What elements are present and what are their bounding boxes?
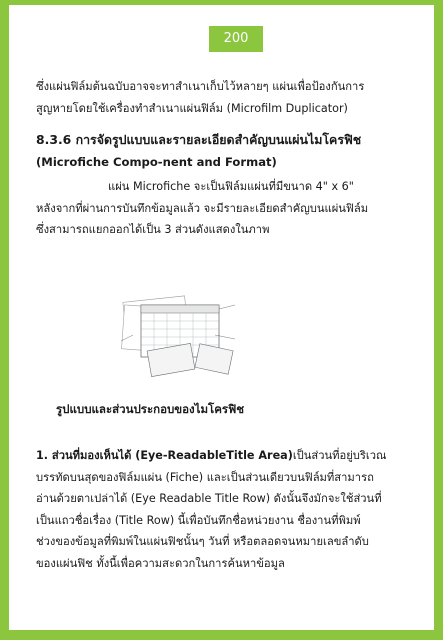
text-line: ช่วงของข้อมูลที่พิมพ์ในแผ่นฟิชนั้นๆ วันที่ หรือตลอดจนหมายเลขลำดับ [36, 535, 369, 548]
text-line: สูญหายโดยใช้เครื่องทำสำเนาแผ่นฟิล์ม (Microfilm Duplicator) [36, 101, 348, 115]
item1-lead: เป็นส่วนที่อยู่บริเวณ [292, 449, 387, 462]
paragraph-intro [36, 76, 426, 119]
text-line: ซึ่งสามารถแยกออกได้เป็น 3 ส่วนดังแสดงในภาพ [36, 223, 270, 236]
text-line: เป็นแถวชื่อเรื่อง (Title Row) นี้เพื่อบันทึกชื่อหน่วยงาน ชื่องานที่พิมพ์ [36, 513, 361, 527]
section-heading: 8.3.6 การจัดรูปแบบและรายละเอียดสำคัญบนแผ่นไมโครฟิช [36, 132, 362, 147]
text-line: อ่านด้วยตาเปล่าได้ (Eye Readable Title Row) ดังนั้นจึงมักจะใช้ส่วนที่ [36, 492, 382, 505]
text-line [36, 445, 426, 467]
page-number-badge: 200 [209, 26, 263, 52]
text-line: หลังจากที่ผ่านการบันทึกข้อมูลแล้ว จะมีรายละเอียดสำคัญบนแผ่นฟิล์ม [36, 201, 369, 215]
text-line: ของแผ่นฟิช ทั้งนี้เพื่อความสะดวกในการค้นหาข้อมูล [36, 556, 285, 570]
text-line: แผ่น Microfiche จะเป็นฟิล์มแผ่นที่มีขนาด 4" x 6" [108, 180, 354, 193]
figure-caption: รูปแบบและส่วนประกอบของไมโครฟิช [56, 402, 245, 416]
text-line: บรรทัดบนสุดของฟิล์มแผ่น (Fiche) และเป็นส่วนเดียวบนฟิล์มที่สามารถ [36, 470, 374, 484]
section-subheading: (Microfiche Compo-nent and Format) [36, 155, 277, 169]
paragraph-item1 [36, 445, 426, 574]
paragraph-microfiche [36, 176, 426, 241]
microfiche-illustration [119, 295, 239, 381]
item1-title: 1. ส่วนที่มองเห็นได้ (Eye-ReadableTitle Area) [36, 449, 293, 462]
text-line: ซึ่งแผ่นฟิล์มต้นฉบับอาจจะทาสำเนาเก็บไว้หลายๆ แผ่นเพื่อป้องกันการ [36, 80, 365, 93]
